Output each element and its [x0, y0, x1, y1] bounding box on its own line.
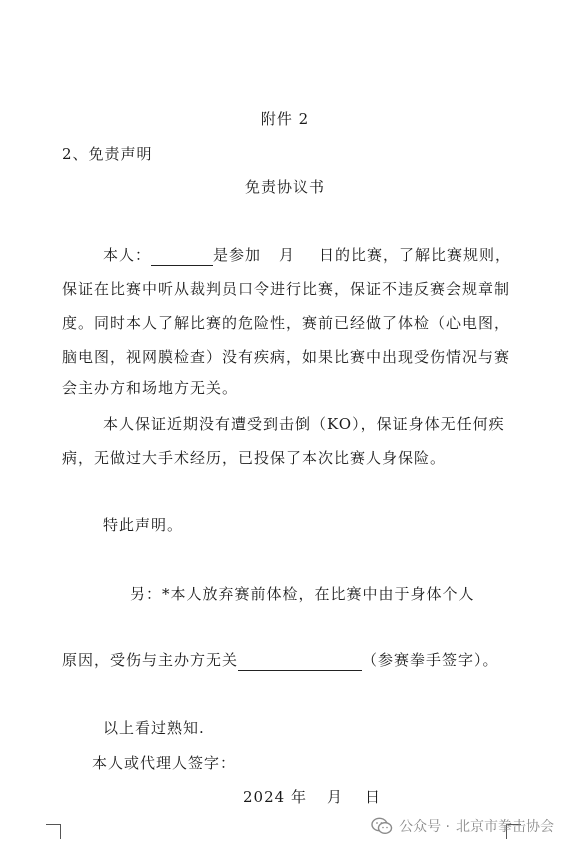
- organizer-disclaimer: 原因，受伤与主办方无关: [62, 651, 239, 669]
- wechat-icon: [371, 817, 393, 835]
- self-label: 本人：: [103, 246, 152, 264]
- para1-line1: [103, 245, 511, 266]
- watermark-name: 北京市拳击协会: [456, 819, 554, 835]
- signature-label: 本人或代理人签字：: [92, 754, 237, 772]
- name-blank[interactable]: [151, 245, 213, 266]
- read-known: 以上看过熟知.: [103, 719, 205, 737]
- date-year: 2024 年: [243, 788, 307, 806]
- watermark-prefix: 公众号 ·: [399, 819, 450, 835]
- para2-line2: 病，无做过大手术经历，已投保了本次比赛人身保险。: [62, 449, 447, 467]
- para1-line3: 度。同时本人了解比赛的危险性，赛前已经做了体检（心电图，: [62, 314, 511, 332]
- attachment-label: 附件 2: [260, 110, 310, 128]
- page-corner-mark-left: [46, 824, 61, 839]
- boxer-signature-label: （参赛拳手签字）。: [362, 651, 499, 669]
- section-heading: 2、免责声明: [62, 145, 153, 163]
- para1-line2: 保证在比赛中听从裁判员口令进行比赛，保证不违反赛会规章制: [62, 280, 511, 298]
- para2-line1: 本人保证近期没有遭受到击倒（KO），保证身体无任何疾: [103, 415, 505, 433]
- note-line2: [62, 650, 499, 671]
- para1-line5: 会主办方和场地方无关。: [62, 379, 239, 397]
- month-text: 月: [279, 246, 296, 264]
- note-line1: 另：*本人放弃赛前体检，在比赛中由于身体个人: [130, 585, 475, 603]
- declaration: 特此声明。: [103, 516, 184, 534]
- day-rule-text: 日的比赛，了解比赛规则，: [319, 246, 512, 264]
- document-title: 免责协议书: [244, 178, 325, 196]
- date-day: 日: [364, 788, 381, 806]
- para1-line4: 脑电图，视网膜检查）没有疾病，如果比赛中出现受伤情况与赛: [62, 348, 511, 366]
- date-line: [243, 787, 381, 807]
- date-month: 月: [326, 788, 343, 806]
- watermark: [371, 815, 554, 837]
- participate-text: 是参加: [213, 246, 262, 264]
- boxer-signature-blank[interactable]: [238, 650, 362, 671]
